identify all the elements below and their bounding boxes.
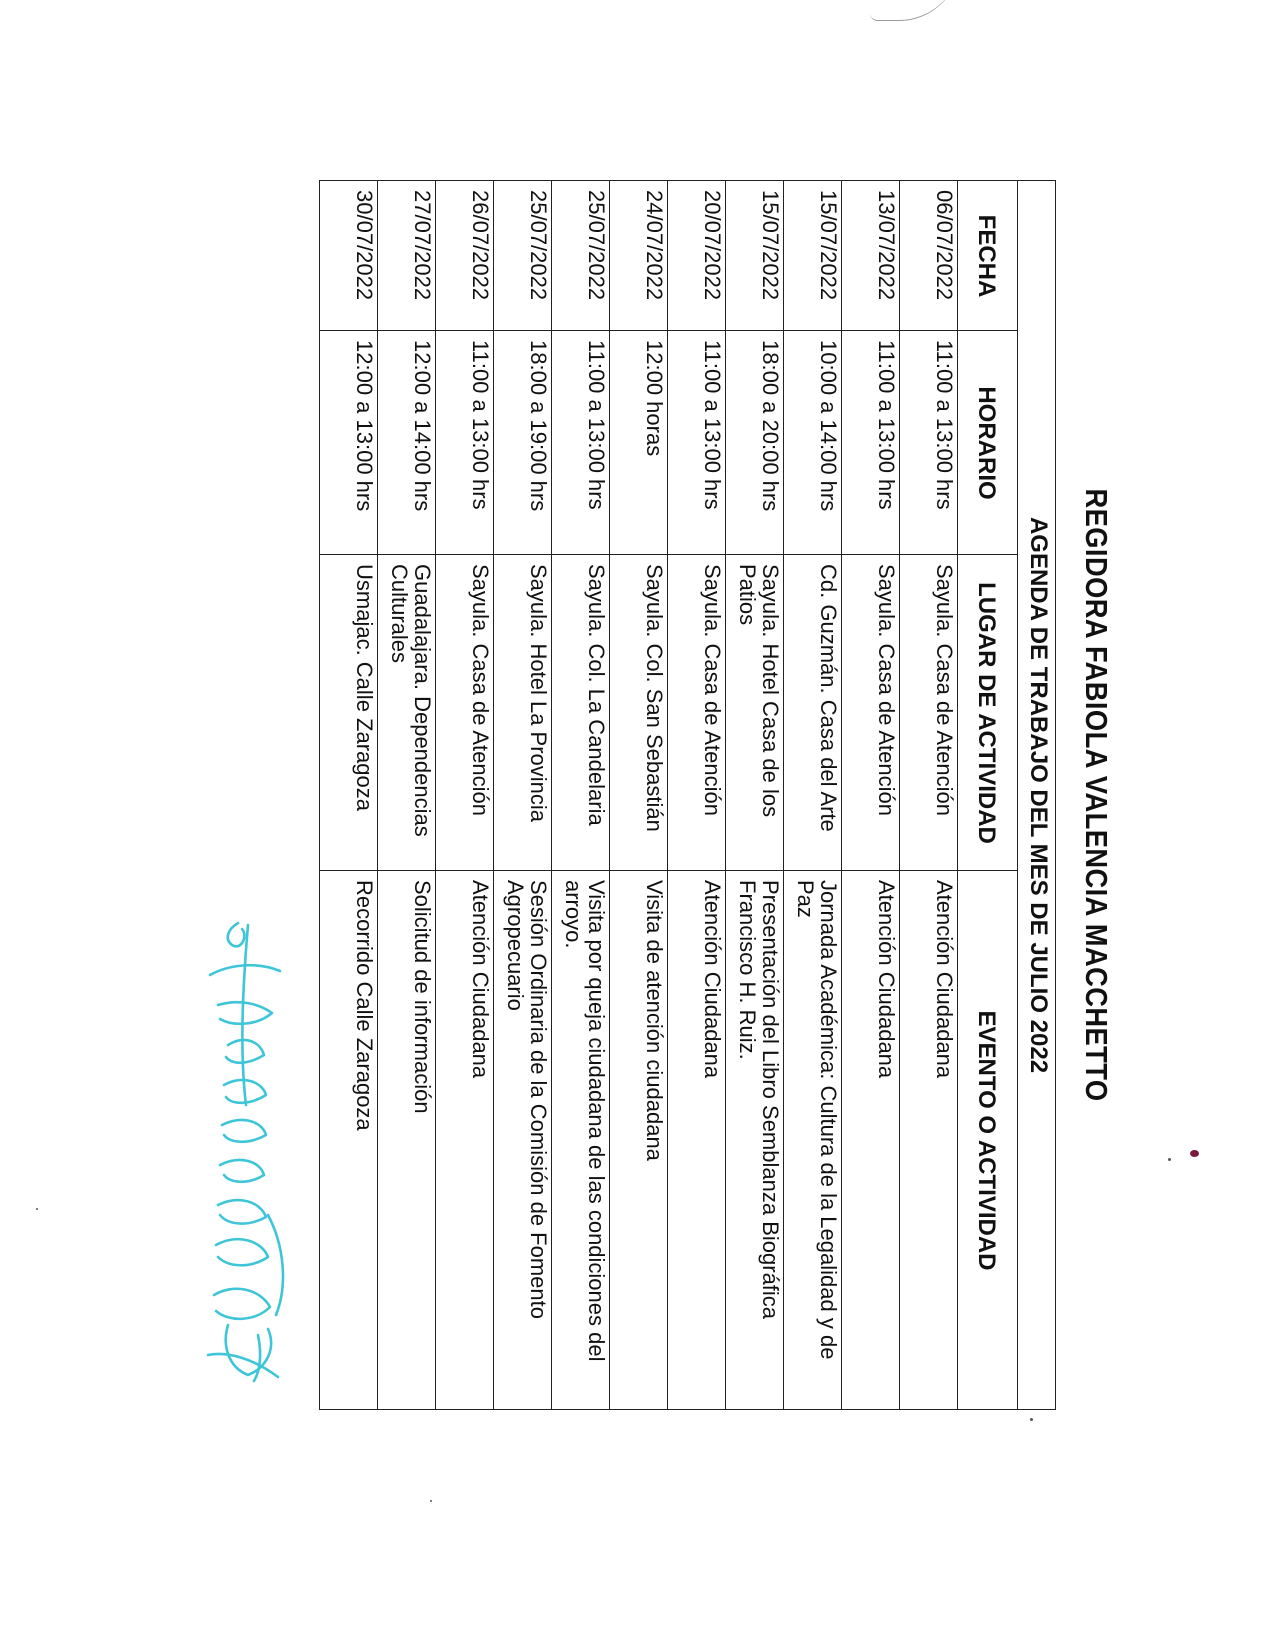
cell-horario: 12:00 a 14:00 hrs xyxy=(378,331,436,555)
cell-lugar: Sayula. Casa de Atención xyxy=(668,555,726,871)
cell-fecha: 30/07/2022 xyxy=(320,181,378,331)
cell-evento: Atención Ciudadana xyxy=(900,871,958,1410)
table-row xyxy=(494,181,552,1410)
scan-speck xyxy=(1190,1150,1199,1157)
cell-fecha: 13/07/2022 xyxy=(842,181,900,331)
cell-evento: Atención Ciudadana xyxy=(668,871,726,1410)
agenda-table xyxy=(319,180,1056,1410)
cell-lugar: Sayula. Casa de Atención xyxy=(436,555,494,871)
cell-evento: Jornada Académica: Cultura de la Legalidad y de Paz xyxy=(784,871,842,1410)
cell-evento: Atención Ciudadana xyxy=(436,871,494,1410)
table-row xyxy=(900,181,958,1410)
table-row xyxy=(320,181,378,1410)
cell-horario: 10:00 a 14:00 hrs xyxy=(784,331,842,555)
cell-evento: Recorrido Calle Zaragoza xyxy=(320,871,378,1410)
cell-fecha: 15/07/2022 xyxy=(784,181,842,331)
handwritten-signature xyxy=(198,915,298,1385)
scan-speck xyxy=(36,1208,38,1210)
agenda-body xyxy=(320,181,958,1410)
cell-evento: Solicitud de información xyxy=(378,871,436,1410)
table-row xyxy=(610,181,668,1410)
cell-fecha: 24/07/2022 xyxy=(610,181,668,331)
cell-horario: 11:00 a 13:00 hrs xyxy=(668,331,726,555)
cell-horario: 18:00 a 20:00 hrs xyxy=(726,331,784,555)
cell-horario: 11:00 a 13:00 hrs xyxy=(900,331,958,555)
column-header-horario: HORARIO xyxy=(958,331,1018,555)
cell-fecha: 20/07/2022 xyxy=(668,181,726,331)
table-row xyxy=(726,181,784,1410)
document-title: REGIDORA FABIOLA VALENCIA MACCHETTO xyxy=(1079,488,1114,1102)
cell-fecha: 25/07/2022 xyxy=(552,181,610,331)
cell-lugar: Sayula. Col. La Candelaria xyxy=(552,555,610,871)
cell-horario: 11:00 a 13:00 hrs xyxy=(436,331,494,555)
cell-lugar: Sayula. Casa de Atención xyxy=(900,555,958,871)
cell-fecha: 27/07/2022 xyxy=(378,181,436,331)
column-header-evento: EVENTO O ACTIVIDAD xyxy=(958,871,1018,1410)
cell-evento: Visita por queja ciudadana de las condiciones del arroyo. xyxy=(552,871,610,1410)
table-row xyxy=(552,181,610,1410)
table-row xyxy=(668,181,726,1410)
table-row xyxy=(378,181,436,1410)
cell-evento: Visita de atención ciudadana xyxy=(610,871,668,1410)
cell-lugar: Sayula. Col. San Sebastián xyxy=(610,555,668,871)
cell-lugar: Sayula. Casa de Atención xyxy=(842,555,900,871)
cell-evento: Sesión Ordinaria de la Comisión de Fomento Agropecuario xyxy=(494,871,552,1410)
cell-horario: 11:00 a 13:00 hrs xyxy=(842,331,900,555)
table-header-row xyxy=(958,181,1018,1410)
table-row xyxy=(842,181,900,1410)
cell-horario: 11:00 a 13:00 hrs xyxy=(552,331,610,555)
cell-horario: 12:00 a 13:00 hrs xyxy=(320,331,378,555)
cell-fecha: 15/07/2022 xyxy=(726,181,784,331)
table-caption: AGENDA DE TRABAJO DEL MES DE JULIO 2022 xyxy=(1018,181,1056,1410)
table-caption-row xyxy=(1018,181,1056,1410)
cell-horario: 18:00 a 19:00 hrs xyxy=(494,331,552,555)
cell-horario: 12:00 horas xyxy=(610,331,668,555)
rotated-document xyxy=(276,180,1116,1410)
cell-lugar: Guadalajara. Dependencias Culturales xyxy=(378,555,436,871)
cell-fecha: 25/07/2022 xyxy=(494,181,552,331)
table-row xyxy=(784,181,842,1410)
cell-fecha: 26/07/2022 xyxy=(436,181,494,331)
scan-speck xyxy=(1030,1418,1033,1421)
scan-speck xyxy=(1168,1158,1171,1161)
column-header-lugar: LUGAR DE ACTIVIDAD xyxy=(958,555,1018,871)
cell-lugar: Sayula. Hotel Casa de los Patios xyxy=(726,555,784,871)
cell-fecha: 06/07/2022 xyxy=(900,181,958,331)
cell-evento: Presentación del Libro Semblanza Biográfica Francisco H. Ruiz. xyxy=(726,871,784,1410)
cell-lugar: Sayula. Hotel La Provincia xyxy=(494,555,552,871)
column-header-fecha: FECHA xyxy=(958,181,1018,331)
scan-artifact-arc xyxy=(870,0,960,21)
scan-speck xyxy=(430,1500,432,1502)
table-row xyxy=(436,181,494,1410)
cell-lugar: Usmajac. Calle Zaragoza xyxy=(320,555,378,871)
cell-evento: Atención Ciudadana xyxy=(842,871,900,1410)
cell-lugar: Cd. Guzmán. Casa del Arte xyxy=(784,555,842,871)
